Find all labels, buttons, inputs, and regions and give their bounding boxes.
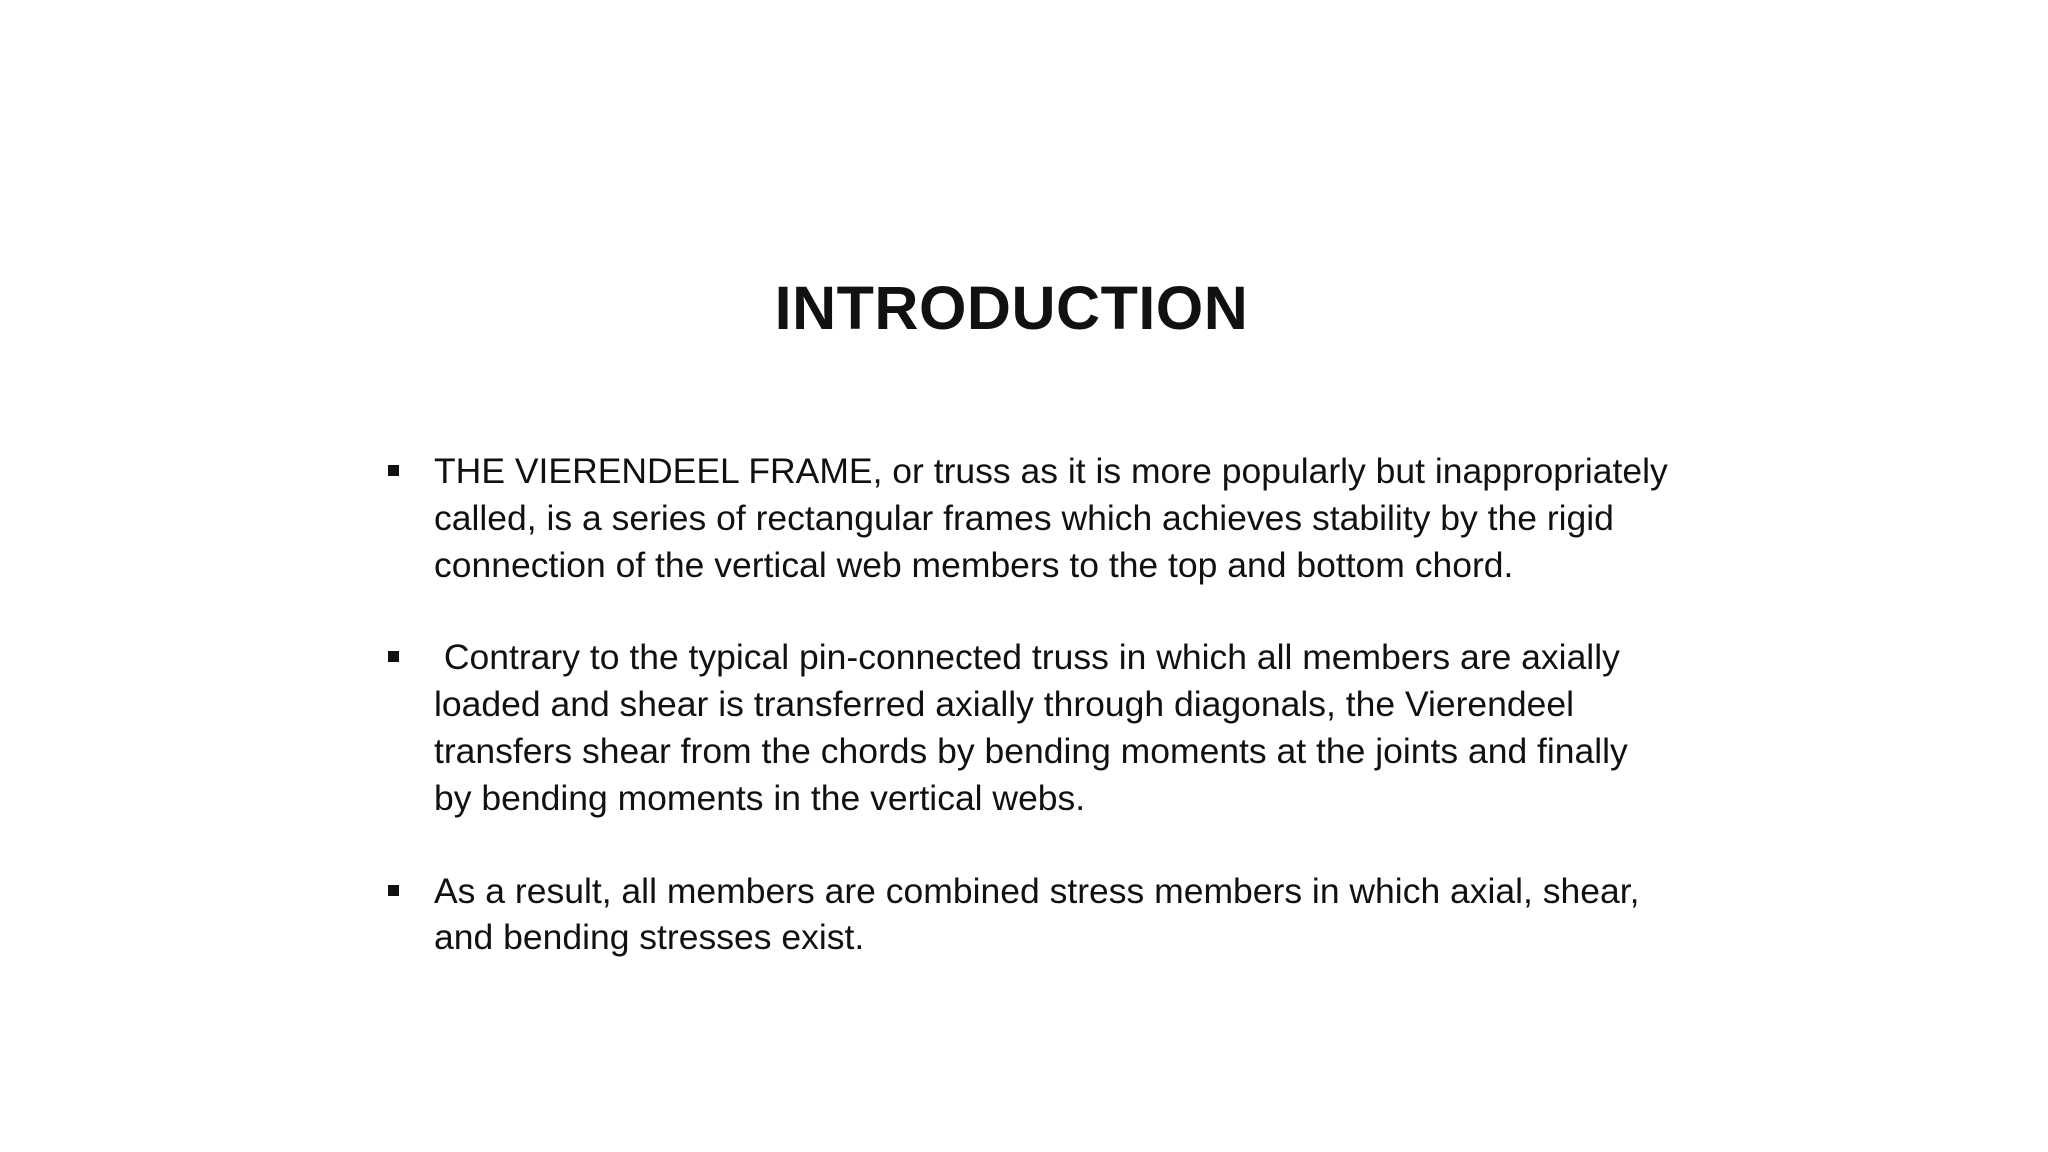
bullet-text: Contrary to the typical pin-connected truss in which all members are axially loaded and shear is transferred axially through diagonals, the Vierendeel transfers shear from the chords by bending moments at the joints and finally by bending moments in the vertical webs. (434, 637, 1638, 818)
slide-title: INTRODUCTION (774, 274, 1249, 342)
square-bullet-icon (388, 465, 399, 476)
bullet-text: As a result, all members are combined stress members in which axial, shear, and bending stresses exist. (434, 870, 1640, 958)
bullet-list (380, 448, 1670, 1007)
bullet-item (380, 634, 1670, 821)
square-bullet-icon (388, 651, 399, 662)
bullet-item (380, 868, 1670, 962)
bullet-text: THE VIERENDEEL FRAME, or truss as it is more popularly but inappropriately called, is a series of rectangular frames which achieves stability by the rigid connection of the vertical web members to the top and bottom chord. (434, 451, 1668, 585)
bullet-item (380, 448, 1670, 588)
square-bullet-icon (388, 885, 399, 896)
